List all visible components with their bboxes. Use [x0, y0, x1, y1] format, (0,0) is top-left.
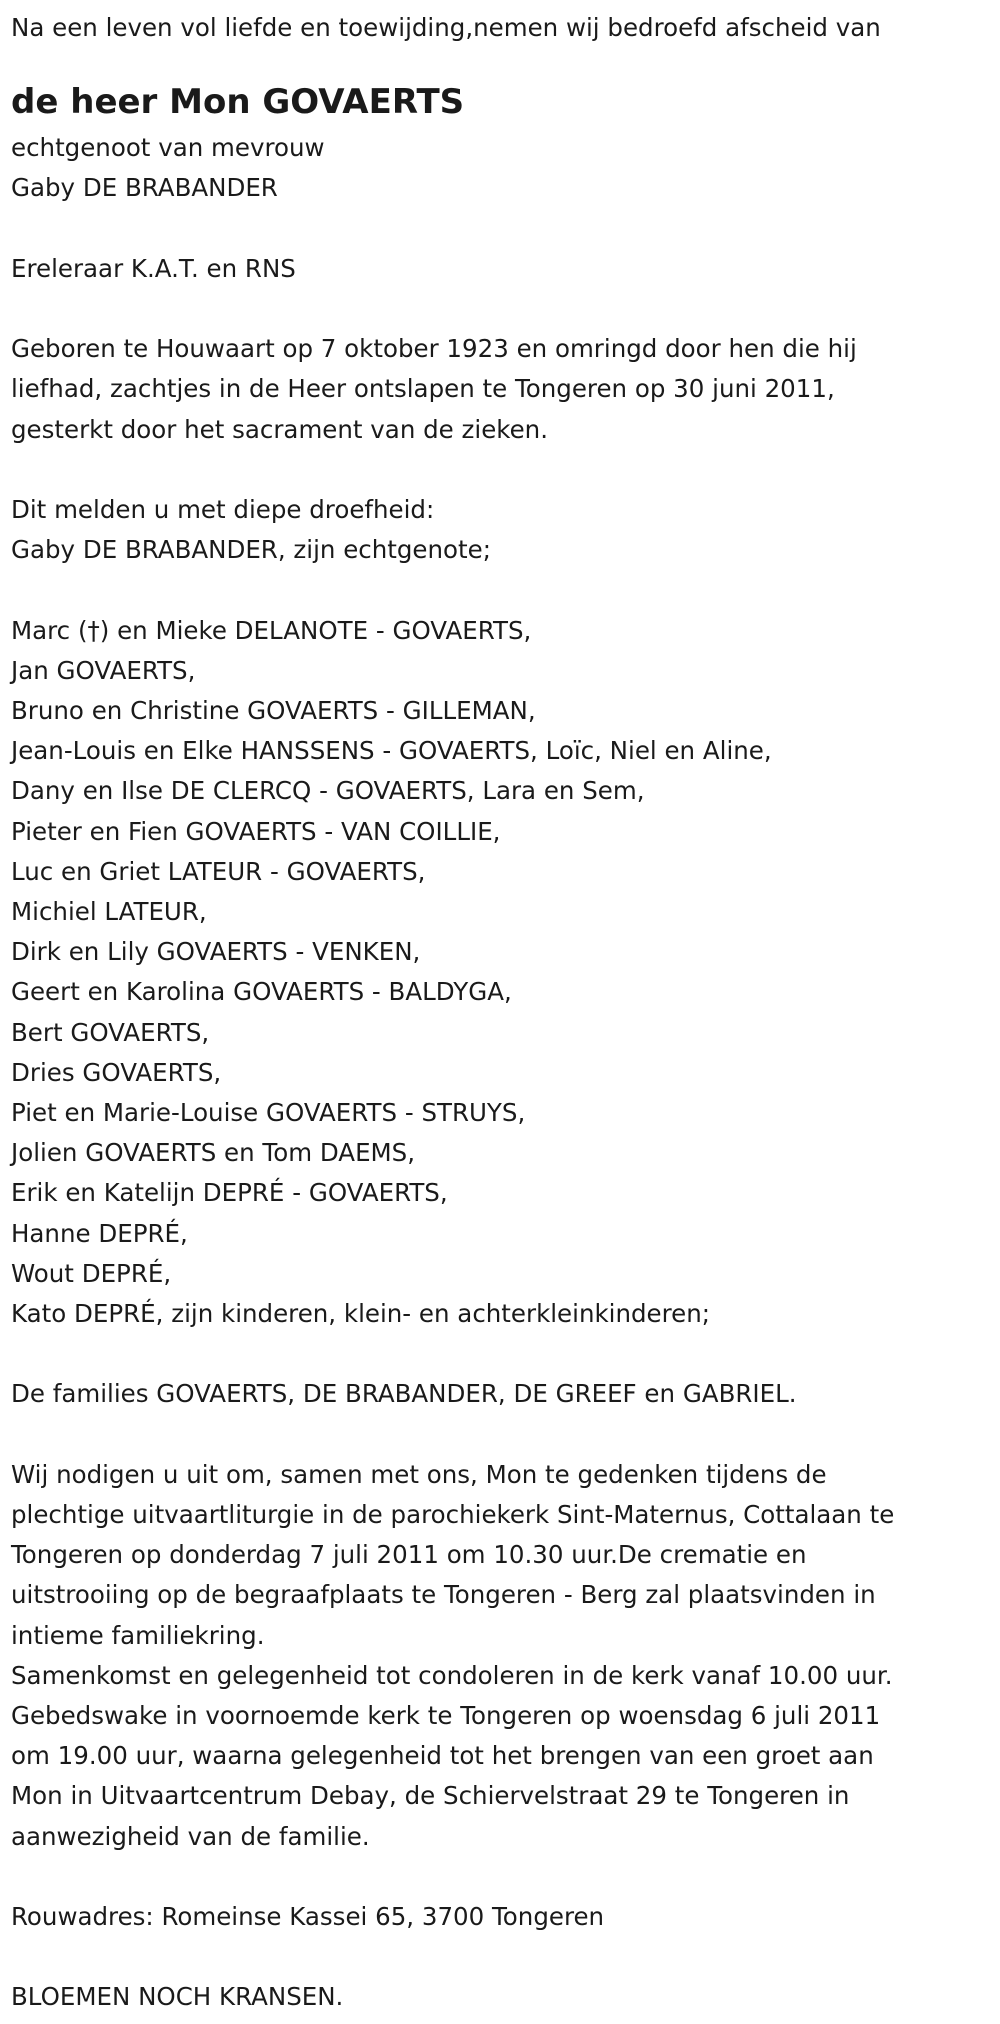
family-member: Jan GOVAERTS,: [11, 655, 196, 685]
service-line: Gebedswake in voornoemde kerk te Tongeren op woensdag 6 juli 2011: [11, 1701, 881, 1731]
family-member: Luc en Griet LATEUR - GOVAERTS,: [11, 856, 426, 886]
life-line: liefhad, zachtjes in de Heer ontslapen te Tongeren op 30 juni 2011,: [11, 374, 835, 404]
service-paragraph: [11, 1455, 991, 1857]
spacer: [11, 1334, 991, 1374]
family-member: Bert GOVAERTS,: [11, 1017, 210, 1047]
spacer: [11, 1415, 991, 1455]
life-paragraph: [11, 329, 991, 450]
spacer: [11, 570, 991, 610]
family-member: Bruno en Christine GOVAERTS - GILLEMAN,: [11, 695, 536, 725]
intro-text: Na een leven vol liefde en toewijding,nemen wij bedroefd afscheid van: [11, 13, 881, 42]
family-member: Jean-Louis en Elke HANSSENS - GOVAERTS, Loïc, Niel en Aline,: [11, 736, 772, 766]
service-line: Mon in Uitvaartcentrum Debay, de Schiervelstraat 29 te Tongeren in: [11, 1781, 850, 1811]
spacer: [11, 1937, 991, 1977]
announcers-block: [11, 490, 991, 570]
service-line: Wij nodigen u uit om, samen met ons, Mon te gedenken tijdens de: [11, 1459, 827, 1489]
family-member: Dries GOVAERTS,: [11, 1057, 222, 1087]
honors-text: Ereleraar K.A.T. en RNS: [11, 253, 296, 283]
family-member: Michiel LATEUR,: [11, 897, 207, 926]
spouse-label: echtgenoot van mevrouw: [11, 133, 325, 163]
spouse-name: Gaby DE BRABANDER: [11, 173, 278, 203]
obituary-document: [11, 8, 991, 2018]
life-line: gesterkt door het sacrament van de zieken.: [11, 414, 548, 444]
deceased-name: de heer Mon GOVAERTS: [11, 82, 465, 123]
family-member: Pieter en Fien GOVAERTS - VAN COILLIE,: [11, 816, 501, 846]
service-line: intieme familiekring.: [11, 1620, 265, 1650]
family-member: Kato DEPRÉ, zijn kinderen, klein- en achterkleinkinderen;: [11, 1299, 711, 1329]
spacer: [11, 289, 991, 329]
family-member: Dany en Ilse DE CLERCQ - GOVAERTS, Lara en Sem,: [11, 776, 645, 806]
mourning-address: Rouwadres: Romeinse Kassei 65, 3700 Tongeren: [11, 1902, 605, 1932]
families-text: De families GOVAERTS, DE BRABANDER, DE GREEF en GABRIEL.: [11, 1379, 797, 1409]
family-list: [11, 611, 991, 1335]
family-member: Wout DEPRÉ,: [11, 1258, 172, 1288]
family-member: Erik en Katelijn DEPRÉ - GOVAERTS,: [11, 1178, 448, 1208]
family-member: Dirk en Lily GOVAERTS - VENKEN,: [11, 937, 421, 967]
service-line: uitstrooiing op de begraafplaats te Tongeren - Berg zal plaatsvinden in: [11, 1580, 876, 1610]
family-member: Hanne DEPRÉ,: [11, 1218, 188, 1248]
family-member: Marc (†) en Mieke DELANOTE - GOVAERTS,: [11, 615, 532, 645]
announcers-spouse: Gaby DE BRABANDER, zijn echtgenote;: [11, 535, 491, 565]
family-member: Jolien GOVAERTS en Tom DAEMS,: [11, 1138, 416, 1168]
family-member: Geert en Karolina GOVAERTS - BALDYGA,: [11, 977, 512, 1007]
family-member: Piet en Marie-Louise GOVAERTS - STRUYS,: [11, 1098, 526, 1128]
service-line: Tongeren op donderdag 7 juli 2011 om 10.30 uur.De crematie en: [11, 1540, 807, 1570]
spacer: [11, 1857, 991, 1897]
service-line: om 19.00 uur, waarna gelegenheid tot het brengen van een groet aan: [11, 1741, 874, 1771]
service-line: aanwezigheid van de familie.: [11, 1821, 370, 1851]
spacer: [11, 450, 991, 490]
service-line: plechtige uitvaartliturgie in de parochiekerk Sint-Maternus, Cottalaan te: [11, 1500, 895, 1530]
spacer: [11, 209, 991, 249]
life-line: Geboren te Houwaart op 7 oktober 1923 en omringd door hen die hij: [11, 334, 857, 364]
flowers-notice: BLOEMEN NOCH KRANSEN.: [11, 1982, 344, 2012]
announcers-heading: Dit melden u met diepe droefheid:: [11, 494, 435, 524]
service-line: Samenkomst en gelegenheid tot condoleren in de kerk vanaf 10.00 uur.: [11, 1660, 893, 1690]
